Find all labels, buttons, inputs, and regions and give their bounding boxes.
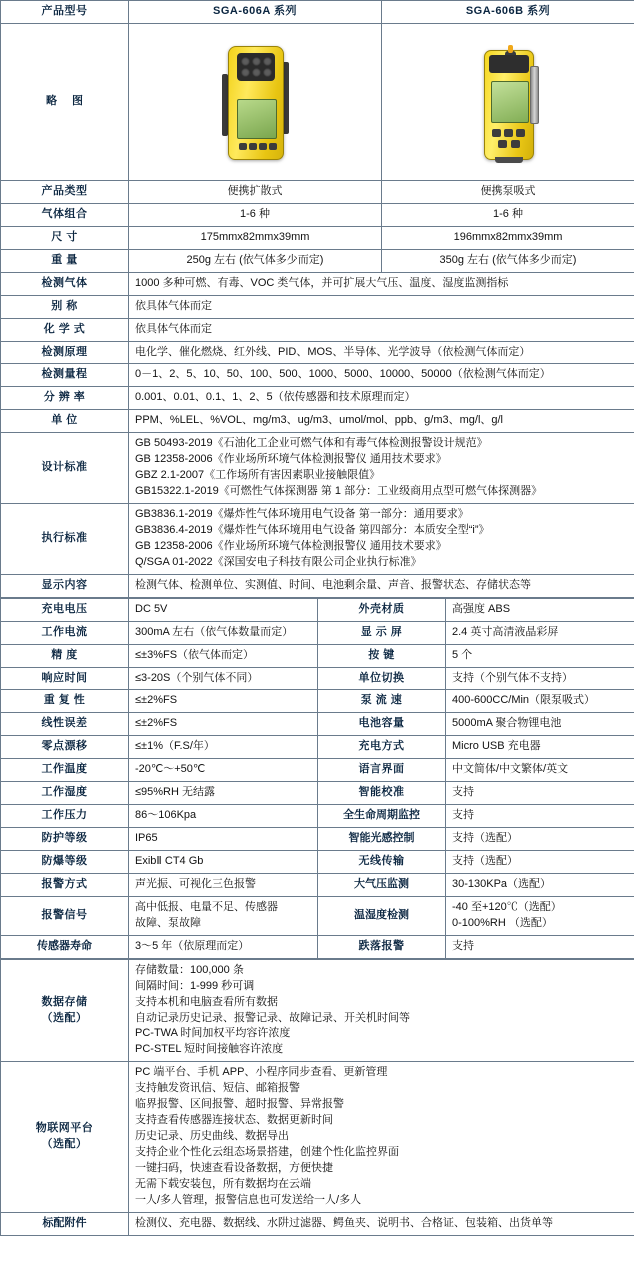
value-resolution: 0.001、0.01、0.1、1、2、5（依传感器和技术原理而定） — [129, 387, 634, 410]
row-label-unit-switch: 单位切换 — [318, 667, 446, 690]
row-label-pump-flow: 泵 流 速 — [318, 690, 446, 713]
value-ip-level: IP65 — [129, 828, 318, 851]
table-row-storage — [1, 959, 634, 1062]
storage-line-4: 自动记录历史记录、报警记录、故障记录、开关机时间等 — [135, 1011, 410, 1024]
row-label-iot-line1: 物联网平台 — [35, 1122, 94, 1135]
table-row-range — [1, 364, 634, 387]
device-buttons-b — [492, 129, 526, 149]
iot-line-6: 支持企业个性化云组态场景搭建，创建个性化监控界面 — [135, 1146, 399, 1158]
row-label-work-pressure: 工作压力 — [1, 805, 129, 828]
value-unit: PPM、%LEL、%VOL、mg/m3、ug/m3、umol/mol、ppb、g/m3、mg/l、g/l — [129, 410, 634, 433]
table-row-alarm-mode — [1, 873, 634, 896]
row-label-work-humidity: 工作湿度 — [1, 782, 129, 805]
table-row-response-time — [1, 667, 634, 690]
row-label-keys: 按 键 — [318, 644, 446, 667]
value-lifecycle-monitor: 支持 — [446, 805, 634, 828]
row-label-line-error: 线性误差 — [1, 713, 129, 736]
row-label-temp-humi-detect: 温湿度检测 — [318, 896, 446, 935]
value-principle: 电化学、催化燃烧、红外线、PID、MOS、半导体、光学波导（依检测气体而定） — [129, 341, 634, 364]
value-formula: 依具体气体而定 — [129, 318, 634, 341]
row-label-shell-material: 外壳材质 — [318, 598, 446, 621]
value-weight-b: 350g 左右 (依气体多少而定) — [382, 249, 634, 272]
row-label-accessories: 标配附件 — [1, 1212, 129, 1235]
row-label-alias: 别 称 — [1, 295, 129, 318]
detector-body-a — [228, 46, 284, 160]
row-label-sketch-text: 略 图 — [45, 94, 90, 107]
exec-std-line-1: GB3836.1-2019《爆炸性气体环境用电气设备 第一部分：通用要求》 — [135, 508, 469, 520]
value-iot — [129, 1062, 634, 1212]
row-label-accuracy: 精 度 — [1, 644, 129, 667]
table-row-work-pressure — [1, 805, 634, 828]
row-label-resolution: 分 辨 率 — [1, 387, 129, 410]
row-label-zero-drift: 零点漂移 — [1, 736, 129, 759]
storage-line-6: PC-STEL 短时间接触容许浓度 — [135, 1043, 284, 1056]
value-work-humidity: ≤95%RH 无结露 — [129, 782, 318, 805]
iot-line-7: 一键扫码，快速查看设备数据，方便快捷 — [135, 1161, 333, 1174]
row-label-range: 检测量程 — [1, 364, 129, 387]
row-label-sketch — [1, 23, 129, 180]
alarm-signal-line-2: 故障、泵故障 — [135, 916, 201, 929]
value-alias: 依具体气体而定 — [129, 295, 634, 318]
value-accuracy: ≤±3%FS（依气体而定） — [129, 644, 318, 667]
table-row-resolution — [1, 387, 634, 410]
row-label-ex-level: 防爆等级 — [1, 851, 129, 874]
storage-line-3: 支持本机和电脑查看所有数据 — [135, 995, 278, 1008]
value-work-temp: -20℃～+50℃ — [129, 759, 318, 782]
value-product-type-a: 便携扩散式 — [129, 180, 382, 203]
value-light-sense: 支持（选配） — [446, 828, 634, 851]
alarm-signal-line-1: 高中低报、电量不足、传感器 — [135, 900, 278, 913]
value-design-std — [129, 433, 634, 504]
row-label-repeatability: 重 复 性 — [1, 690, 129, 713]
row-label-sensor-life: 传感器寿命 — [1, 935, 129, 958]
table-row-ip-level — [1, 828, 634, 851]
value-range: 0－1、2、5、10、50、100、500、1000、5000、10000、50000（依检测气体而定） — [129, 364, 634, 387]
row-label-design-std: 设计标准 — [1, 433, 129, 504]
value-sensor-life: 3～5 年（依原理而定） — [129, 935, 318, 958]
value-ex-level: ExibⅡ CT4 Gb — [129, 851, 318, 874]
value-wireless: 支持（选配） — [446, 851, 634, 874]
table-row-exec-std — [1, 504, 634, 575]
table-row-sketch — [1, 23, 634, 180]
detector-diffusion-icon — [220, 38, 290, 160]
table-row-repeatability — [1, 690, 634, 713]
table-row-detect-gas — [1, 272, 634, 295]
device-buttons-a — [239, 143, 275, 151]
table-row-work-humidity — [1, 782, 634, 805]
design-std-line-3: GBZ 2.1-2007《工作场所有害因素职业接触限值》 — [135, 469, 381, 482]
row-label-light-sense: 智能光感控制 — [318, 828, 446, 851]
table-row-formula — [1, 318, 634, 341]
exec-std-line-2: GB3836.4-2019《爆炸性气体环境用电气设备 第四部分：本质安全型“i”》 — [135, 523, 490, 536]
spec-table-wide — [0, 959, 634, 1236]
table-row-principle — [1, 341, 634, 364]
value-keys: 5 个 — [446, 644, 634, 667]
row-label-detect-gas: 检测气体 — [1, 272, 129, 295]
temp-humi-line-1: -40 至+120℃（选配） — [452, 900, 562, 913]
device-screen-a — [237, 99, 277, 139]
row-label-model: 产品型号 — [1, 1, 129, 24]
row-label-unit: 单 位 — [1, 410, 129, 433]
value-unit-switch: 支持（个别气体不支持） — [446, 667, 634, 690]
table-row-accessories — [1, 1212, 634, 1235]
table-row-sensor-life — [1, 935, 634, 958]
device-top-panel — [489, 55, 529, 73]
value-size-a: 175mmx82mmx39mm — [129, 226, 382, 249]
iot-line-8: 无需下载安装包，所有数据均在云端 — [135, 1177, 311, 1190]
table-row-product-type — [1, 180, 634, 203]
table-row-work-temp — [1, 759, 634, 782]
table-row-header — [1, 1, 634, 24]
row-label-lifecycle-monitor: 全生命周期监控 — [318, 805, 446, 828]
value-drop-alarm: 支持 — [446, 935, 634, 958]
iot-line-5: 历史记录、历史曲线、数据导出 — [135, 1130, 289, 1143]
value-display-content: 检测气体、检测单位、实测值、时间、电池剩余量、声音、报警状态、存储状态等 — [129, 574, 634, 597]
row-label-display-content: 显示内容 — [1, 574, 129, 597]
value-zero-drift: ≤±1%（F.S/年） — [129, 736, 318, 759]
row-label-gas-combo: 气体组合 — [1, 203, 129, 226]
value-line-error: ≤±2%FS — [129, 713, 318, 736]
column-header-a: SGA-606A 系列 — [129, 1, 382, 24]
detector-pump-icon — [477, 36, 539, 162]
table-row-alias — [1, 295, 634, 318]
device-foot — [495, 157, 523, 163]
exec-std-line-3: GB 12358-2006《作业场所环境气体检测报警仪 通用技术要求》 — [135, 539, 447, 552]
sensor-grill-icon — [237, 53, 275, 81]
storage-line-2: 间隔时间：1-999 秒可调 — [135, 979, 255, 992]
value-battery: 5000mA 聚合物锂电池 — [446, 713, 634, 736]
iot-line-4: 支持查看传感器连接状态、数据更新时间 — [135, 1114, 333, 1127]
design-std-line-4: GB15322.1-2019《可燃性气体探测器 第 1 部分：工业级商用点型可燃气体探测器》 — [135, 485, 543, 498]
table-row-accuracy — [1, 644, 634, 667]
row-label-work-current: 工作电流 — [1, 621, 129, 644]
value-exec-std — [129, 504, 634, 575]
value-repeatability: ≤±2%FS — [129, 690, 318, 713]
table-row-size — [1, 226, 634, 249]
value-alarm-signal — [129, 896, 318, 935]
row-label-storage — [1, 959, 129, 1062]
spec-table-two-column — [0, 598, 634, 959]
table-row-alarm-signal — [1, 896, 634, 935]
table-row-work-current — [1, 621, 634, 644]
row-label-storage-line1: 数据存储 — [41, 995, 88, 1008]
row-label-language: 语言界面 — [318, 759, 446, 782]
value-smart-calib: 支持 — [446, 782, 634, 805]
value-detect-gas: 1000 多种可燃、有毒、VOC 类气体，并可扩展大气压、温度、湿度监测指标 — [129, 272, 634, 295]
storage-line-1: 存储数量：100,000 条 — [135, 963, 244, 976]
table-row-display-content — [1, 574, 634, 597]
value-work-current: 300mA 左右（依气体数量而定） — [129, 621, 318, 644]
row-label-principle: 检测原理 — [1, 341, 129, 364]
table-row-zero-drift — [1, 736, 634, 759]
product-image-a — [129, 23, 382, 180]
row-label-storage-line2: （选配） — [41, 1011, 88, 1024]
value-shell-material: 高强度 ABS — [446, 598, 634, 621]
row-label-charge-voltage: 充电电压 — [1, 598, 129, 621]
table-row-ex-level — [1, 851, 634, 874]
value-alarm-mode: 声光振、可视化三色报警 — [129, 873, 318, 896]
value-work-pressure: 86～106Kpa — [129, 805, 318, 828]
value-product-type-b: 便携泵吸式 — [382, 180, 634, 203]
row-label-pressure-detect: 大气压监测 — [318, 873, 446, 896]
value-gas-combo-a: 1-6 种 — [129, 203, 382, 226]
table-row-unit — [1, 410, 634, 433]
value-accessories: 检测仪、充电器、数据线、水阱过滤器、鳄鱼夹、说明书、合格证、包装箱、出货单等 — [129, 1212, 634, 1235]
table-row-design-std — [1, 433, 634, 504]
row-label-product-type: 产品类型 — [1, 180, 129, 203]
design-std-line-2: GB 12358-2006《作业场所环境气体检测报警仪 通用技术要求》 — [135, 453, 447, 466]
value-response-time: ≤3-20S（个别气体不同） — [129, 667, 318, 690]
row-label-alarm-signal: 报警信号 — [1, 896, 129, 935]
device-screen-b — [491, 81, 529, 123]
product-image-b — [382, 23, 634, 180]
iot-line-2: 支持触发资讯信、短信、邮箱报警 — [135, 1082, 300, 1095]
iot-line-1: PC 端平台、手机 APP、小程序同步查看、更新管理 — [135, 1066, 388, 1079]
row-label-work-temp: 工作温度 — [1, 759, 129, 782]
value-charge-voltage: DC 5V — [129, 598, 318, 621]
temp-humi-line-2: 0-100%RH （选配） — [452, 916, 553, 929]
row-label-charge-mode: 充电方式 — [318, 736, 446, 759]
row-label-smart-calib: 智能校准 — [318, 782, 446, 805]
value-pump-flow: 400-600CC/Min（限泵吸式） — [446, 690, 634, 713]
column-header-b: SGA-606B 系列 — [382, 1, 634, 24]
row-label-formula: 化 学 式 — [1, 318, 129, 341]
value-charge-mode: Micro USB 充电器 — [446, 736, 634, 759]
value-display-screen: 2.4 英寸高清液晶彩屏 — [446, 621, 634, 644]
value-gas-combo-b: 1-6 种 — [382, 203, 634, 226]
row-label-alarm-mode: 报警方式 — [1, 873, 129, 896]
iot-line-3: 临界报警、区间报警、超时报警、异常报警 — [135, 1098, 344, 1111]
iot-line-9: 一人/多人管理，报警信息也可发送给一人/多人 — [135, 1193, 362, 1206]
row-label-weight: 重 量 — [1, 249, 129, 272]
row-label-iot-line2: （选配） — [41, 1138, 88, 1151]
table-row-gas-combo — [1, 203, 634, 226]
value-weight-a: 250g 左右 (依气体多少而定) — [129, 249, 382, 272]
row-label-battery: 电池容量 — [318, 713, 446, 736]
table-row-weight — [1, 249, 634, 272]
value-size-b: 196mmx82mmx39mm — [382, 226, 634, 249]
row-label-wireless: 无线传输 — [318, 851, 446, 874]
row-label-response-time: 响应时间 — [1, 667, 129, 690]
belt-clip-icon — [530, 66, 539, 124]
table-row-charge-voltage — [1, 598, 634, 621]
value-temp-humi-detect — [446, 896, 634, 935]
design-std-line-1: GB 50493-2019《石油化工企业可燃气体和有毒气体检测报警设计规范》 — [135, 437, 488, 450]
storage-line-5: PC-TWA 时间加权平均容许浓度 — [135, 1027, 291, 1040]
table-row-iot — [1, 1062, 634, 1212]
row-label-drop-alarm: 跌落报警 — [318, 935, 446, 958]
value-storage — [129, 959, 634, 1062]
row-label-exec-std: 执行标准 — [1, 504, 129, 575]
spec-table — [0, 0, 634, 598]
row-label-ip-level: 防护等级 — [1, 828, 129, 851]
row-label-iot — [1, 1062, 129, 1212]
table-row-line-error — [1, 713, 634, 736]
row-label-size: 尺 寸 — [1, 226, 129, 249]
exec-std-line-4: Q/SGA 01-2022《深国安电子科技有限公司企业执行标准》 — [135, 555, 422, 568]
value-pressure-detect: 30-130KPa（选配） — [446, 873, 634, 896]
value-language: 中文简体/中文繁体/英文 — [446, 759, 634, 782]
row-label-display-screen: 显 示 屏 — [318, 621, 446, 644]
detector-body-b — [484, 50, 534, 160]
